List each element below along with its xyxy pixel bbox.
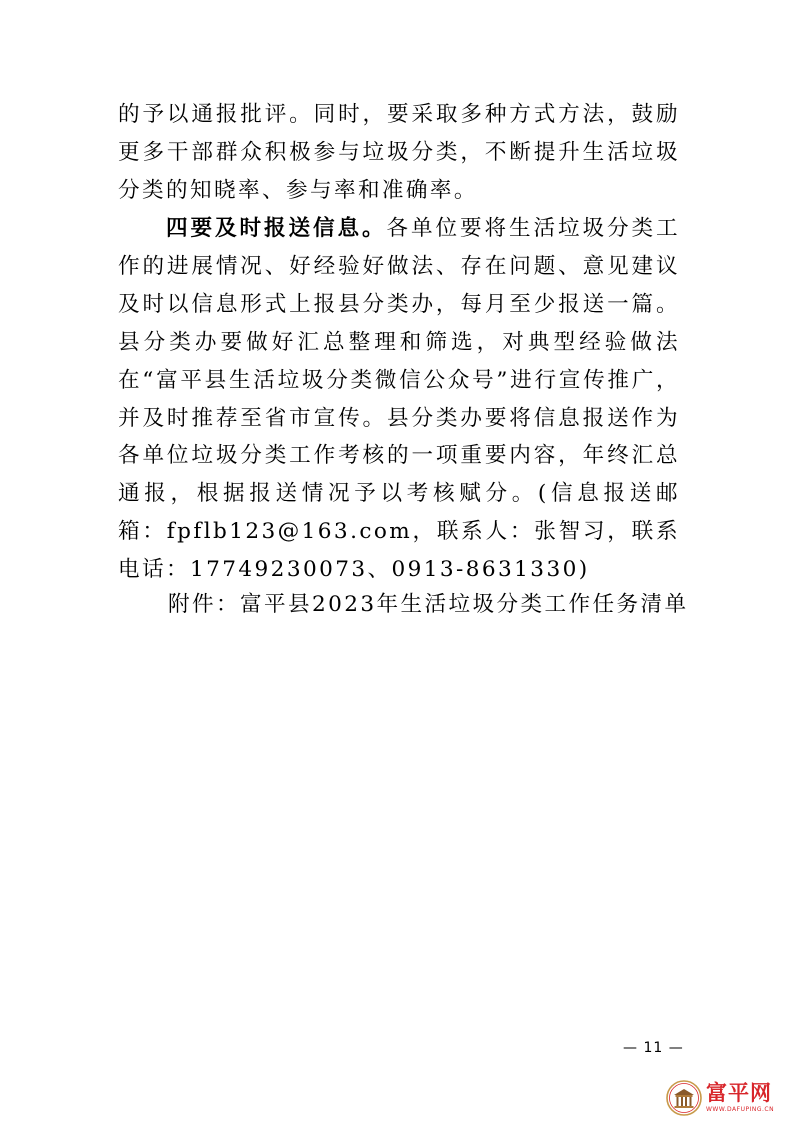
watermark-url: WWW.DAFUPING.CN (706, 1106, 775, 1113)
paragraph-2-body: 各单位要将生活垃圾分类工作的进展情况、好经验好做法、存在问题、意见建议及时以信息形式上报县分类办，每月至少报送一篇。县分类办要做好汇总整理和筛选，对典型经验做法在“富平县生活垃圾分类微信公众号”进行宣传推广，并及时推荐至省市宣传。县分类办要将信息报送作为各单位垃圾分类工作考核的一项重要内容，年终汇总通报，根据报送情况予以考核赋分。(信息报送邮箱：fpflb123@163.com，联系人：张智习，联系电话：17749230073、0913-8631330) (118, 216, 680, 583)
paragraph-2 (118, 210, 680, 589)
building-emblem-icon (666, 1080, 702, 1116)
watermark-brand: 富平网 (706, 1081, 772, 1105)
paragraph-1: 的予以通报批评。同时，要采取多种方式方法，鼓励更多干部群众积极参与垃圾分类，不断提升生活垃圾分类的知晓率、参与率和准确率。 (118, 102, 680, 203)
attachment-line: 附件：富平县2023年生活垃圾分类工作任务清单 (168, 592, 689, 617)
site-watermark (666, 1077, 791, 1119)
page-number: — 11 — (623, 1040, 684, 1056)
paragraph-2-heading: 四要及时报送信息。 (166, 216, 387, 241)
